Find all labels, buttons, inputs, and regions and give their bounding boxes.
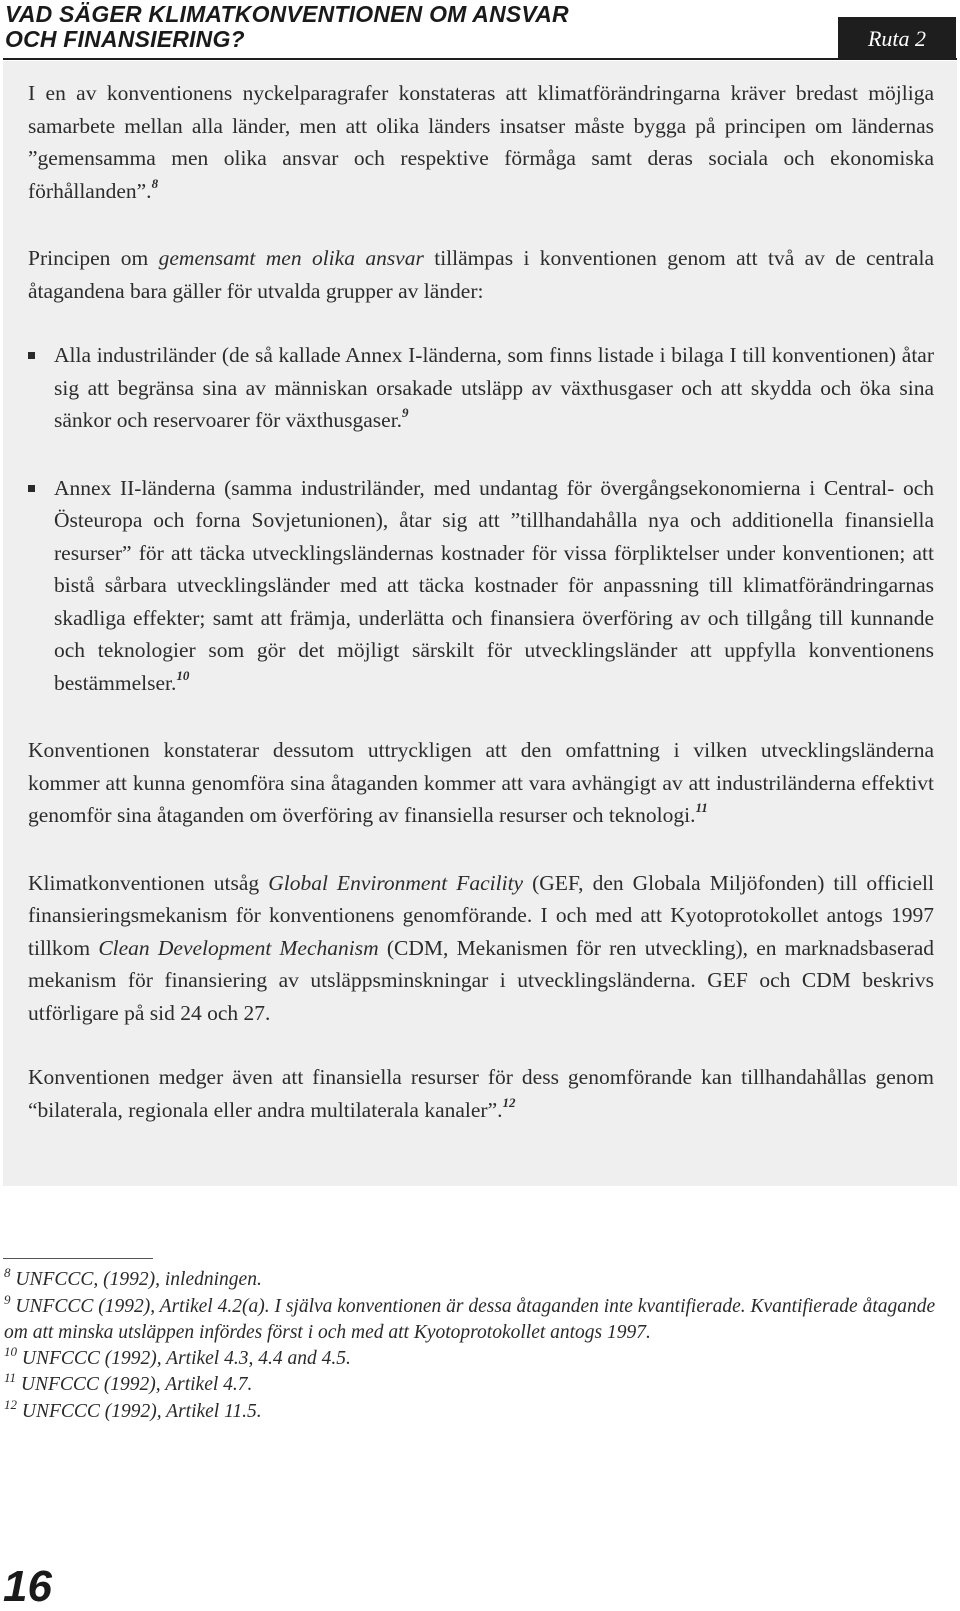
footnote-10: $^{10}$ UNFCCC (1992), Artikel 4.3, 4.4 and 4.5. [4, 1343, 351, 1369]
footnote-ref-8[interactable]: 8 [151, 175, 159, 191]
square-bullet-icon [28, 485, 35, 492]
bullet-item-annex-1: Alla industriländer (de så kallade Annex I-länderna, som finns listade i bilaga I till konventionen) åtar sig att begränsa sina av människan orsakade utsläpp av växthusgaser och att skydda och öka sina sänkor och reservoarer för växthusgaser.$^9$ [28, 339, 934, 440]
footnote-8: $^8$ UNFCCC, (1992), inledningen. [4, 1265, 262, 1290]
footnote-ref-11[interactable]: 11 [695, 800, 708, 815]
title-divider [3, 58, 957, 60]
footnotes [4, 1267, 954, 1425]
box-title-line-2: OCH FINANSIERING? [5, 26, 245, 52]
footnote-divider [3, 1258, 153, 1259]
gef-emphasis: Global Environment Facility [268, 870, 524, 895]
box-title [5, 2, 569, 52]
bullet-item-annex-2: Annex II-länderna (samma industriländer, med undantag för övergångsekonomierna i Central- och Östeuropa och forna Sovjetunionen), åtar sig att ”tillhandahålla nya och additionella finansiella resurser” för att täcka utvecklingsländernas kostnader för vissa förpliktelser under konventionen; att bistå sårbara utvecklingsländer med att täcka kostnader för anpassning till klimatförändringarnas skadliga effekter; samt att främja, underlätta och finansiera överföring av och tillgång till kunnande och teknologier som gör det möjligt särskilt för utvecklingsländer att uppfylla konventionens bestämmelser.$^{10}$ [28, 472, 934, 703]
footnote-11: $^{11}$ UNFCCC (1992), Artikel 4.7. [4, 1370, 253, 1395]
box-label: Ruta 2 [838, 17, 956, 60]
paragraph-1: I en av konventionens nyckelparagrafer konstateras att klimatförändringarna kräver bredast möjliga samarbete mellan alla länder, men att olika länders insatser måste bygga på principen om ländernas ”gemensamma men olika ansvar och respektive förmåga samt deras sociala och ekonomiska förhållanden”.$^8$ [28, 81, 934, 203]
paragraph-3: Konventionen konstaterar dessutom uttryckligen att den omfattning i vilken utvecklingsländerna kommer att kunna genomföra sina åtaganden kommer att vara avhängigt av att industriländerna effektivt genomför sina åtaganden om överföring av finansiella resurser och teknologi.$^{11}$ [28, 738, 934, 827]
paragraph-5: Konventionen medger även att finansiella resurser för dess genomförande kan tillhandahållas genom “bilaterala, regionala eller andra multilaterala kanaler”.$^{12}$ [28, 1065, 934, 1122]
footnote-12: $^{12}$ UNFCCC (1992), Artikel 11.5. [4, 1396, 262, 1422]
footnote-9: $^9$ UNFCCC (1992), Artikel 4.2(a). I själva konventionen är dessa åtaganden inte kvantifierade. Kvantifierade åtagande om att minska utsläppen infördes först i och med att Kyotoprotokollet antogs 1997. [4, 1291, 936, 1343]
paragraph-4: Klimatkonventionen utsåg Global Environment Facility (GEF, den Globala Miljöfonden) till officiell finansieringsmekanism för konventionens genomförande. I och med att Kyotoprotokollet antogs 1997 tillkom Clean Development Mechanism (CDM, Mekanismen för ren utveckling), en marknadsbaserad mekanism för finansiering av utsläppsminskningar i utvecklingsländerna. GEF och CDM beskrivs utförligare på sid 24 och 27. [28, 870, 934, 1025]
cdm-emphasis: Clean Development Mechanism [98, 935, 379, 960]
info-box-content [28, 77, 934, 1129]
square-bullet-icon [28, 352, 35, 359]
box-title-line-1: VAD SÄGER KLIMATKONVENTIONEN OM ANSVAR [5, 1, 569, 27]
footnote-ref-10[interactable]: 10 [176, 667, 190, 683]
term-emphasis: gemensamt men olika ansvar [158, 246, 424, 270]
footnote-ref-12[interactable]: 12 [502, 1094, 516, 1110]
paragraph-2: Principen om gemensamt men olika ansvar tillämpas i konventionen genom att två av de centrala åtagandena bara gäller för utvalda grupper av länder: [28, 246, 934, 303]
footnote-ref-9[interactable]: 9 [402, 405, 409, 420]
page-number: 16 [3, 1562, 52, 1611]
